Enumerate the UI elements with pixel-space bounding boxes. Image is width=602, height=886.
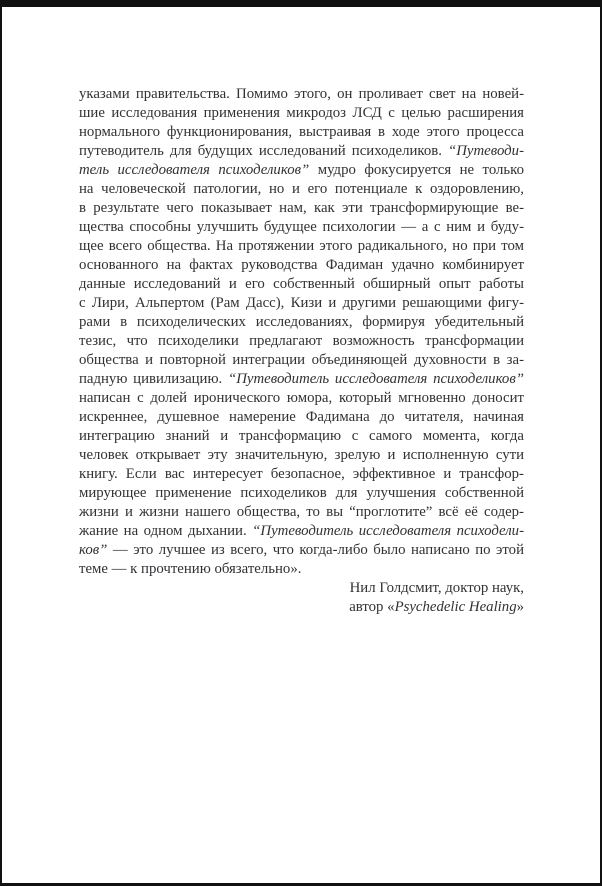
attribution-book-title: Psychedelic Healing [394, 599, 517, 615]
body-text: на человеческой патологии, но и его потенциале к оздоровлению, [79, 181, 524, 197]
body-text: тезис, что психоделики предлагают возможность трансформации [79, 333, 524, 349]
body-text: падную цивилизацию. [79, 371, 229, 387]
body-text: рами в психоделических исследованиях, формируя убедительный [79, 314, 524, 330]
text-line [79, 313, 524, 332]
body-text: книгу. Если вас интересует безопасное, эффективное и трансфор- [79, 466, 524, 482]
body-text: написан с долей иронического юмора, который мгновенно доносит [79, 390, 524, 406]
body-text: в результате чего показывает нам, как эти трансформирующие ве- [79, 200, 524, 216]
attribution-author [79, 598, 524, 617]
text-line [79, 142, 524, 161]
body-text: мирующее применение психоделиков для улучшения собственной [79, 485, 524, 501]
body-text: интеграцию знаний и трансформацию с самого момента, когда [79, 428, 524, 444]
text-line [79, 522, 524, 541]
body-text: мудро фокусируется не только [309, 162, 524, 178]
text-line [79, 484, 524, 503]
book-title-italic-text: тель исследователя психоделиков” [79, 162, 310, 178]
text-line [79, 351, 524, 370]
body-text: теме — к прочтению обязательно». [79, 561, 302, 577]
text-line [79, 332, 524, 351]
book-title-italic-text: “Путеводитель исследователя психодели- [252, 523, 524, 539]
attribution [79, 579, 524, 617]
text-line [79, 104, 524, 123]
page-text-block [79, 85, 524, 617]
attribution-author-suffix: » [516, 599, 524, 615]
text-line [79, 427, 524, 446]
body-text: с Лири, Альпертом (Рам Дасс), Кизи и другими решающими фигу- [79, 295, 524, 311]
text-line [79, 199, 524, 218]
text-line [79, 123, 524, 142]
book-title-italic-text: ков” [79, 542, 108, 558]
book-title-italic-text: “Путеводи- [448, 143, 524, 159]
text-line [79, 446, 524, 465]
text-line [79, 180, 524, 199]
text-line [79, 465, 524, 484]
body-text: путеводитель для будущих исследований психоделиков. [79, 143, 449, 159]
body-text: нормального функционирования, выстраивая в ходе этого процесса [79, 124, 524, 140]
text-line [79, 503, 524, 522]
text-line [79, 237, 524, 256]
body-text: основанного на фактах руководства Фадиман удачно комбинирует [79, 257, 524, 273]
body-text: щества способны улучшить будущее психологии — а с ним и буду- [79, 219, 524, 235]
body-text: — это лучшее из всего, что когда-либо было написано по этой [107, 542, 524, 558]
text-line [79, 560, 524, 579]
attribution-author-prefix: автор « [349, 599, 395, 615]
body-text: человек открывает эту значительную, зрелую и исполненную сути [79, 447, 524, 463]
body-text: указами правительства. Помимо этого, он проливает свет на новей- [79, 86, 524, 102]
text-line [79, 294, 524, 313]
body-text: жизни и жизни нашего общества, то вы “проглотите” всё её содер- [79, 504, 524, 520]
body-text: жание на одном дыхании. [79, 523, 253, 539]
text-line [79, 370, 524, 389]
attribution-name: Нил Голдсмит, доктор наук, [349, 580, 524, 596]
text-line [79, 541, 524, 560]
review-paragraph [79, 85, 524, 579]
text-line [79, 408, 524, 427]
body-text: общества и повторной интеграции объединяющей духовности в за- [79, 352, 524, 368]
body-text: щее всего общества. На протяжении этого радикального, но при том [79, 238, 524, 254]
text-line [79, 275, 524, 294]
book-title-italic-text: “Путеводитель исследователя психоделиков” [228, 371, 524, 387]
text-line [79, 256, 524, 275]
text-line [79, 218, 524, 237]
body-text: шие исследования применения микродоз ЛСД с целью расширения [79, 105, 524, 121]
text-line [79, 85, 524, 104]
body-text: данные исследований и его собственный обширный опыт работы [79, 276, 524, 292]
text-line [79, 161, 524, 180]
text-line [79, 389, 524, 408]
body-text: искреннее, душевное намерение Фадимана до читателя, начиная [79, 409, 524, 425]
